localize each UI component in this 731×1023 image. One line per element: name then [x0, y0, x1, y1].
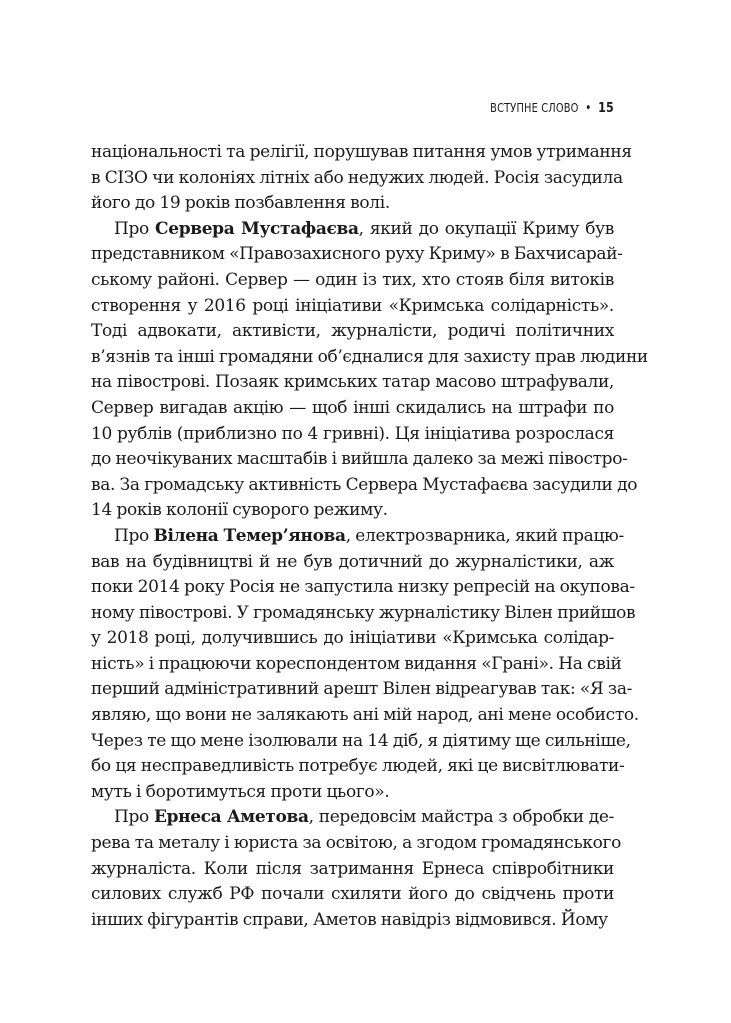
- text-line: [91, 422, 614, 448]
- text-run: Тоді адвокати, активісти, журналісти, родичі політичних: [91, 321, 614, 342]
- text-run: національності та релігії, порушував питання умов утримання: [91, 142, 632, 162]
- text-run: ському районі. Сервер — один із тих, хто стояв біля витоків: [91, 269, 614, 290]
- text-run: , передовсім майстра з обробки де-: [308, 807, 614, 828]
- text-run: перший адміністративний арешт Вілен відреагував так: «Я за-: [91, 679, 633, 700]
- page-number: 15: [598, 100, 614, 116]
- text-run: , який до окупації Криму був: [358, 218, 614, 239]
- text-run: силових служб РФ почали схиляти його до свідчень проти: [91, 884, 614, 905]
- text-line: [91, 729, 631, 755]
- text-line: [91, 319, 614, 345]
- text-run: Про: [114, 525, 154, 546]
- text-run: , електрозварника, який працю-: [345, 525, 624, 546]
- text-run: 10 рублів (приблизно по 4 гривні). Ця ініціатива розрослася: [91, 423, 614, 444]
- text-line: [91, 908, 614, 934]
- text-line: [91, 242, 623, 268]
- text-run: вав на будівництві й не був дотичний до журналістики, аж: [91, 551, 614, 572]
- text-line: [91, 831, 621, 857]
- text-run: до неочікуваних масштабів і вийшла далеко за межі півостро-: [91, 449, 628, 470]
- text-run: ному півострові. У громадянську журналістику Вілен прийшов: [91, 602, 636, 623]
- text-line: [91, 370, 614, 396]
- paragraph: [91, 217, 648, 524]
- text-run: Про: [114, 218, 156, 239]
- text-line: [91, 780, 614, 806]
- text-line: [91, 575, 635, 601]
- paragraph: [91, 524, 639, 806]
- text-run: в’язнів та інші громадяни об’єдналися для захисту прав людини: [91, 346, 648, 367]
- text-line: [91, 626, 614, 652]
- text-line: [91, 703, 639, 729]
- paragraph: [91, 140, 632, 217]
- running-head: [490, 100, 614, 116]
- text-run: 14 років колонії суворого режиму.: [91, 500, 388, 521]
- text-run: ва. За громадську активність Сервера Мустафаєва засудили до: [91, 474, 638, 495]
- text-line: [91, 166, 623, 192]
- text-line: [91, 498, 614, 524]
- text-line: [91, 217, 614, 243]
- text-run: в СІЗО чи колоніях літніх або недужих людей. Росія засудила: [91, 167, 623, 188]
- text-line: [91, 268, 614, 294]
- text-line: [91, 754, 625, 780]
- person-name: Вілена Темер’янова: [153, 525, 346, 546]
- person-name: Ернеса Аметова: [153, 807, 309, 828]
- text-run: створення у 2016 році ініціативи «Кримська солідарність».: [91, 295, 614, 316]
- running-head-title: ВСТУПНЕ СЛОВО: [490, 101, 579, 115]
- text-run: поки 2014 року Росія не запустила низку репресій на окупова-: [91, 577, 635, 598]
- text-run: на півострові. Позаяк кримських татар масово штрафували,: [91, 372, 614, 393]
- text-line: [91, 396, 614, 422]
- text-run: інших фігурантів справи, Аметов навідріз відмовився. Йому: [91, 909, 608, 930]
- text-run: його до 19 років позбавлення волі.: [91, 193, 390, 214]
- text-run: ність» і працюючи кореспондентом видання «Грані». На свій: [91, 653, 622, 674]
- text-line: [91, 345, 648, 371]
- text-run: у 2018 році, долучившись до ініціативи «Кримська солідар-: [91, 628, 614, 649]
- text-line: [91, 882, 614, 908]
- text-run: Сервер вигадав акцію — щоб інші скидались на штрафи по: [91, 397, 614, 418]
- text-run: являю, що вони не залякають ані мій народ, ані мене особисто.: [91, 705, 639, 726]
- text-line: [91, 857, 614, 883]
- text-line: [91, 140, 632, 166]
- running-head-bullet: •: [585, 100, 592, 116]
- text-run: муть і боротимуться проти цього».: [91, 781, 390, 802]
- text-run: Про: [114, 807, 154, 828]
- text-line: [91, 191, 614, 217]
- text-line: [91, 550, 614, 576]
- text-line: [91, 524, 624, 550]
- text-run: представником «Правозахисного руху Криму» в Бахчисарай-: [91, 244, 623, 265]
- text-line: [91, 652, 622, 678]
- person-name: Сервера Мустафаєва: [155, 218, 359, 239]
- text-run: Через те що мене ізолювали на 14 діб, я діятиму ще сильніше,: [91, 730, 631, 751]
- text-line: [91, 473, 638, 499]
- text-run: бо ця несправедливість потребує людей, які це висвітлювати-: [91, 756, 625, 777]
- text-run: рева та металу і юриста за освітою, а згодом громадянського: [91, 833, 621, 854]
- paragraph: [91, 805, 621, 933]
- text-run: журналіста. Коли після затримання Ернеса співробітники: [91, 858, 614, 879]
- text-line: [91, 447, 628, 473]
- text-line: [91, 677, 633, 703]
- text-line: [91, 601, 636, 627]
- text-line: [91, 294, 614, 320]
- body-text: [91, 140, 648, 933]
- text-line: [91, 805, 614, 831]
